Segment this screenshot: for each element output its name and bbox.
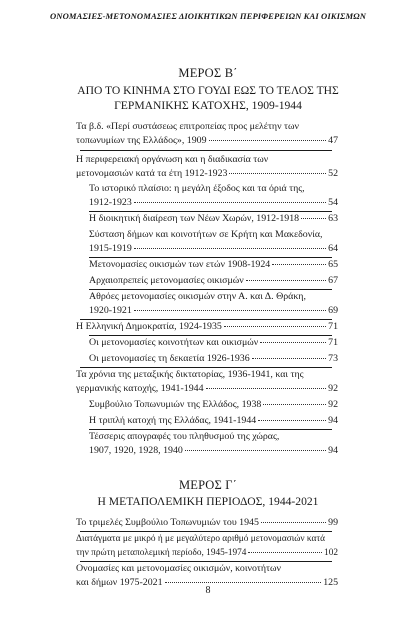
toc-page-number: 71 xyxy=(328,321,338,332)
toc-page-number: 71 xyxy=(328,337,338,348)
dot-leader xyxy=(134,310,326,311)
toc-entry-text: Ονομασίες και μετονομασίες οικισμών, κοινοτήτων xyxy=(76,563,281,574)
toc-entry-text: Η Ελληνική Δημοκρατία, 1924-1935 xyxy=(76,321,222,332)
dot-leader xyxy=(258,420,326,421)
toc-entry-text: Η περιφερειακή οργάνωση και η διαδικασία των xyxy=(76,154,269,165)
dot-leader xyxy=(248,552,322,553)
dot-leader xyxy=(261,522,326,523)
toc-entry-text: Σύσταση δήμων και κοινοτήτων σε Κρήτη και Μακεδονία, xyxy=(89,229,323,240)
toc-entry-text: Αθρόες μετονομασίες οικισμών στην Α. και Δ. Θράκη, xyxy=(89,291,306,302)
toc-entry[interactable] xyxy=(76,532,338,560)
part-b-subtitle-line1: ΑΠΟ ΤΟ ΚΙΝΗΜΑ ΣΤΟ ΓΟΥΔΙ ΕΩΣ ΤΟ ΤΕΛΟΣ ΤΗΣ xyxy=(77,84,339,97)
toc-entry[interactable] xyxy=(76,368,338,396)
divider xyxy=(80,150,332,151)
toc-entry-text: 1915-1919 xyxy=(89,243,132,254)
toc-entry-text: Τα χρόνια της μεταξικής δικτατορίας, 1936-1941, και της xyxy=(76,369,304,380)
dot-leader xyxy=(272,264,326,265)
toc-page-number: 92 xyxy=(328,383,338,394)
toc-entry[interactable] xyxy=(89,274,338,288)
toc-entry[interactable] xyxy=(89,212,338,226)
toc-page-number: 52 xyxy=(328,168,338,179)
running-head: ΟΝΟΜΑΣΙΕΣ-ΜΕΤΟΝΟΜΑΣΙΕΣ ΔΙΟΙΚΗΤΙΚΩΝ ΠΕΡΙΦΕΡΕΙΩΝ ΚΑΙ ΟΙΚΙΣΜΩΝ xyxy=(49,11,367,21)
toc-page-number: 92 xyxy=(328,399,338,410)
toc-page-number: 54 xyxy=(328,197,338,208)
toc-entry[interactable] xyxy=(89,430,338,458)
toc-entry[interactable] xyxy=(89,398,338,412)
dot-leader xyxy=(206,388,327,389)
toc-entry[interactable] xyxy=(89,414,338,428)
toc-entry-text: και δήμων 1975-2021 xyxy=(76,577,163,588)
dot-leader xyxy=(209,140,327,141)
part-b-title: ΜΕΡΟΣ Β΄ xyxy=(178,66,238,80)
toc-entry-text: 1907, 1920, 1928, 1940 xyxy=(89,445,183,456)
dot-leader xyxy=(229,173,326,174)
toc-page-number: 69 xyxy=(328,305,338,316)
toc-entry[interactable] xyxy=(76,120,338,148)
page-number: 8 xyxy=(205,585,211,596)
dot-leader xyxy=(134,248,326,249)
dot-leader xyxy=(252,358,326,359)
toc-entry-text: Τα β.δ. «Περί συστάσεως επιτροπείας προς μελέτην των xyxy=(76,121,299,132)
toc-entry[interactable] xyxy=(89,228,338,256)
dot-leader xyxy=(185,450,326,451)
toc-entry-text: Διατάγματα με μικρό ή με μεγαλύτερο αριθμό μετονομασιών κατά xyxy=(76,534,325,544)
toc-entry-text: την πρώτη μεταπολεμική περίοδο, 1945-1974 xyxy=(76,548,247,558)
toc-page-number: 102 xyxy=(324,548,338,558)
dot-leader xyxy=(165,582,322,583)
dot-leader xyxy=(246,280,326,281)
toc-entry-text: τοπωνυμίων της Ελλάδος», 1909 xyxy=(76,135,207,146)
toc-page-number: 47 xyxy=(328,135,338,146)
toc-page-number: 94 xyxy=(328,415,338,426)
toc-entry-text: Μετονομασίες οικισμών των ετών 1908-1924 xyxy=(89,259,271,270)
toc-entry-text: Αρχαιοπρεπείς μετονομασίες οικισμών xyxy=(89,275,244,286)
toc-entry-text: μετονομασιών κατά τα έτη 1912-1923 xyxy=(76,168,228,179)
toc-page-number: 63 xyxy=(328,213,338,224)
part-c-title: ΜΕΡΟΣ Γ΄ xyxy=(178,478,238,492)
toc-entry-text: Συμβούλιο Τοπωνυμιών της Ελλάδος, 1938 xyxy=(89,399,262,410)
toc-entry-text: Οι μετονομασίες τη δεκαετία 1926-1936 xyxy=(89,353,250,364)
toc-entry-text: Η τριπλή κατοχή της Ελλάδας, 1941-1944 xyxy=(89,415,257,426)
toc-entry[interactable] xyxy=(76,516,338,530)
toc-entry[interactable] xyxy=(76,153,338,181)
toc-entry-text: 1912-1923 xyxy=(89,197,132,208)
toc-entry[interactable] xyxy=(76,320,338,334)
toc-page-number: 125 xyxy=(323,577,338,588)
dot-leader xyxy=(263,404,326,405)
dot-leader xyxy=(301,218,326,219)
toc-page-number: 73 xyxy=(328,353,338,364)
toc-entry[interactable] xyxy=(89,352,338,366)
toc-entry[interactable] xyxy=(89,290,338,318)
toc-entry-text: Το τριμελές Συμβούλιο Τοπωνυμιών του 1945 xyxy=(76,517,259,528)
toc-entry-text: Οι μετονομασίες κοινοτήτων και οικισμών xyxy=(89,337,259,348)
dot-leader xyxy=(224,326,326,327)
toc-page-number: 67 xyxy=(328,275,338,286)
toc-entry[interactable] xyxy=(89,258,338,272)
dot-leader xyxy=(260,342,326,343)
toc-entry-text: Η διοικητική διαίρεση των Νέων Χωρών, 1912-1918 xyxy=(89,213,300,224)
toc-page-number: 99 xyxy=(328,517,338,528)
toc-entry-text: Τέσσερις απογραφές του πληθυσμού της χώρας, xyxy=(89,431,280,442)
toc-entry-text: Το ιστορικό πλαίσιο: η μεγάλη έξοδος και τα όριά της, xyxy=(89,183,305,194)
toc-page-number: 65 xyxy=(328,259,338,270)
toc-entry-text: γερμανικής κατοχής, 1941-1944 xyxy=(76,383,204,394)
toc-entry[interactable] xyxy=(89,182,338,210)
part-b-subtitle-line2: ΓΕΡΜΑΝΙΚΗΣ ΚΑΤΟΧΗΣ, 1909-1944 xyxy=(114,99,302,112)
toc-page-number: 64 xyxy=(328,243,338,254)
part-c-subtitle: Η ΜΕΤΑΠΟΛΕΜΙΚΗ ΠΕΡΙΟΔΟΣ, 1944-2021 xyxy=(97,495,319,508)
toc-entry-text: 1920-1921 xyxy=(89,305,132,316)
dot-leader xyxy=(134,202,326,203)
toc-entry[interactable] xyxy=(89,336,338,350)
toc-page-number: 94 xyxy=(328,445,338,456)
